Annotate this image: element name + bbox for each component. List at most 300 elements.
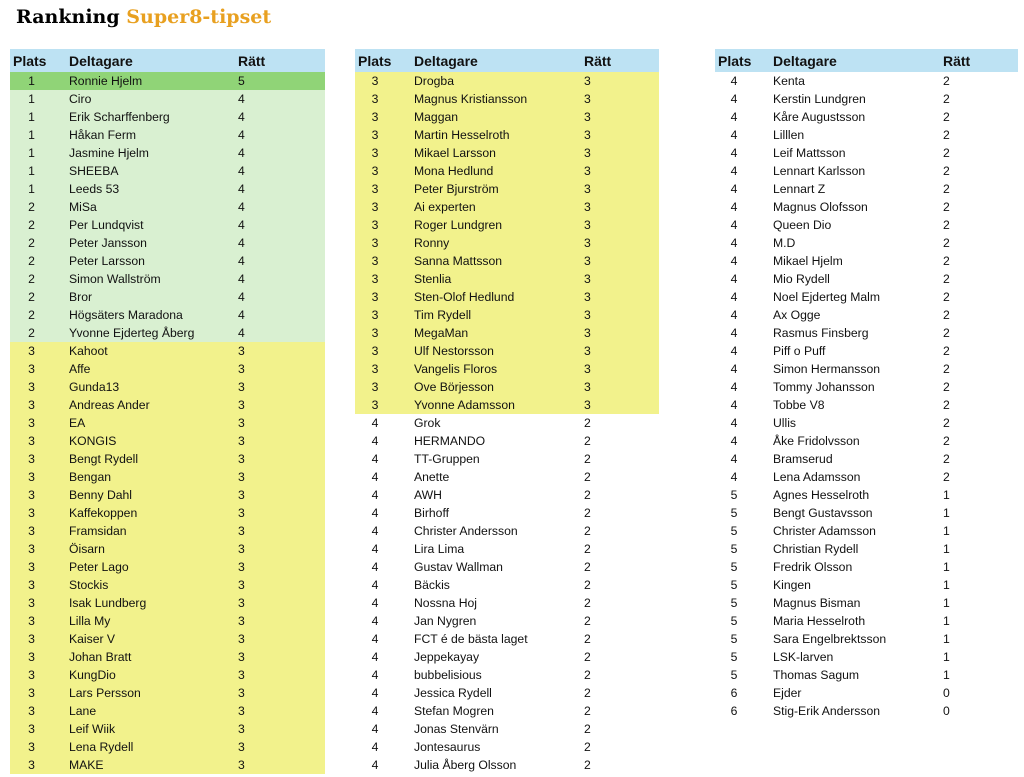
row-deltagare: Maggan <box>414 110 459 124</box>
table-row <box>355 108 659 126</box>
row-deltagare: Ai experten <box>414 200 476 214</box>
row-plats: 4 <box>730 362 738 376</box>
row-deltagare: Affe <box>69 362 91 376</box>
row-deltagare: Grok <box>414 416 441 430</box>
row-ratt: 4 <box>238 164 245 178</box>
row-plats: 3 <box>371 182 379 196</box>
row-ratt: 3 <box>238 650 245 664</box>
row-plats: 4 <box>730 236 738 250</box>
table-row <box>10 594 325 612</box>
row-deltagare: Stockis <box>69 578 109 592</box>
ranking-table-3 <box>715 49 1018 720</box>
row-ratt: 3 <box>238 596 245 610</box>
row-deltagare: Ulf Nestorsson <box>414 344 494 358</box>
row-deltagare: Jonas Stenvärn <box>414 722 499 736</box>
row-plats: 4 <box>730 110 738 124</box>
row-plats: 2 <box>28 272 35 286</box>
row-plats: 5 <box>730 560 738 574</box>
row-ratt: 4 <box>238 92 245 106</box>
row-deltagare: Lilllen <box>773 128 805 142</box>
row-ratt: 2 <box>584 542 591 556</box>
row-plats: 4 <box>371 614 379 628</box>
table-row <box>715 468 1018 486</box>
row-ratt: 4 <box>238 236 245 250</box>
table-row <box>715 378 1018 396</box>
table-row <box>355 270 659 288</box>
row-ratt: 2 <box>584 452 591 466</box>
row-plats: 3 <box>28 434 35 448</box>
row-ratt: 2 <box>584 614 591 628</box>
row-deltagare: Ullis <box>773 416 797 430</box>
row-deltagare: Magnus Kristiansson <box>414 92 528 106</box>
row-deltagare: LSK-larven <box>773 650 834 664</box>
table-row <box>10 666 325 684</box>
row-ratt: 3 <box>584 200 591 214</box>
table-row <box>715 126 1018 144</box>
row-plats: 4 <box>371 488 379 502</box>
page-title <box>16 6 271 36</box>
table-row <box>355 342 659 360</box>
row-plats: 4 <box>730 200 738 214</box>
row-ratt: 4 <box>238 200 245 214</box>
row-deltagare: Lane <box>69 704 97 718</box>
row-plats: 5 <box>730 524 738 538</box>
row-deltagare: Stig-Erik Andersson <box>773 704 881 718</box>
row-plats: 3 <box>28 668 35 682</box>
table-row <box>355 72 659 90</box>
row-plats: 5 <box>730 596 738 610</box>
table-row <box>715 108 1018 126</box>
row-deltagare: bubbelisious <box>414 668 482 682</box>
row-ratt: 2 <box>584 488 591 502</box>
row-deltagare: Ronny <box>414 236 450 250</box>
table-row <box>10 378 325 396</box>
row-ratt: 2 <box>943 434 950 448</box>
row-ratt: 4 <box>238 308 245 322</box>
row-deltagare: FCT é de bästa laget <box>414 632 528 646</box>
row-deltagare: Håkan Ferm <box>69 128 137 142</box>
row-ratt: 1 <box>943 542 950 556</box>
row-deltagare: Erik Scharffenberg <box>69 110 170 124</box>
header-deltagare: Deltagare <box>69 53 133 69</box>
row-plats: 3 <box>28 578 35 592</box>
table-row <box>355 702 659 720</box>
table-row <box>10 630 325 648</box>
row-plats: 3 <box>371 200 379 214</box>
table-row <box>10 126 325 144</box>
table-row <box>10 198 325 216</box>
row-deltagare: Ciro <box>69 92 92 106</box>
row-deltagare: Fredrik Olsson <box>773 560 853 574</box>
table-row <box>715 252 1018 270</box>
table-row <box>10 270 325 288</box>
row-deltagare: Isak Lundberg <box>69 596 147 610</box>
table-row <box>355 486 659 504</box>
row-plats: 5 <box>730 542 738 556</box>
row-ratt: 0 <box>943 704 950 718</box>
row-plats: 4 <box>730 380 738 394</box>
table-row <box>715 180 1018 198</box>
title-super8: Super8-tipset <box>126 6 272 28</box>
row-plats: 3 <box>28 506 35 520</box>
row-deltagare: Bengt Gustavsson <box>773 506 873 520</box>
row-deltagare: Mikael Larsson <box>414 146 496 160</box>
row-deltagare: Noel Ejderteg Malm <box>773 290 881 304</box>
table-row <box>715 72 1018 90</box>
row-deltagare: Tommy Johansson <box>773 380 875 394</box>
row-ratt: 3 <box>584 218 591 232</box>
row-deltagare: Lilla My <box>69 614 111 628</box>
row-deltagare: Birhoff <box>414 506 450 520</box>
title-rankning: Rankning <box>16 6 120 28</box>
row-plats: 3 <box>28 740 35 754</box>
table-row <box>715 630 1018 648</box>
row-plats: 3 <box>371 344 379 358</box>
table-row <box>715 558 1018 576</box>
row-plats: 4 <box>371 596 379 610</box>
table-row <box>10 576 325 594</box>
row-plats: 4 <box>730 398 738 412</box>
row-deltagare: MAKE <box>69 758 104 772</box>
table-row <box>715 234 1018 252</box>
row-deltagare: Kaiser V <box>69 632 116 646</box>
row-plats: 4 <box>730 344 738 358</box>
row-plats: 4 <box>730 470 738 484</box>
table-row <box>10 468 325 486</box>
row-deltagare: Christer Andersson <box>414 524 518 538</box>
row-deltagare: Magnus Bisman <box>773 596 861 610</box>
table-row <box>355 504 659 522</box>
table-row <box>715 648 1018 666</box>
row-ratt: 3 <box>584 164 591 178</box>
row-deltagare: KungDio <box>69 668 116 682</box>
row-ratt: 2 <box>943 326 950 340</box>
row-ratt: 3 <box>584 128 591 142</box>
row-plats: 2 <box>28 218 35 232</box>
table-row <box>10 450 325 468</box>
row-ratt: 4 <box>238 326 245 340</box>
table-row <box>10 306 325 324</box>
row-deltagare: Mikael Hjelm <box>773 254 843 268</box>
row-ratt: 3 <box>584 146 591 160</box>
row-plats: 3 <box>28 560 35 574</box>
row-ratt: 3 <box>238 344 245 358</box>
table-row <box>715 360 1018 378</box>
table-row <box>715 450 1018 468</box>
row-plats: 4 <box>371 668 379 682</box>
table-row <box>10 540 325 558</box>
table-row <box>355 450 659 468</box>
table-row <box>715 216 1018 234</box>
row-plats: 4 <box>730 290 738 304</box>
table-row <box>715 540 1018 558</box>
table-header <box>355 49 659 72</box>
row-ratt: 2 <box>943 308 950 322</box>
row-ratt: 3 <box>238 632 245 646</box>
row-deltagare: Bramserud <box>773 452 833 466</box>
row-deltagare: Leif Wiik <box>69 722 116 736</box>
row-ratt: 3 <box>238 452 245 466</box>
header-plats: Plats <box>13 53 47 69</box>
table-row <box>10 108 325 126</box>
row-ratt: 3 <box>238 470 245 484</box>
row-deltagare: Agnes Hesselroth <box>773 488 870 502</box>
table-row <box>10 648 325 666</box>
row-plats: 5 <box>730 578 738 592</box>
table-row <box>355 252 659 270</box>
row-ratt: 3 <box>584 254 591 268</box>
row-ratt: 3 <box>238 524 245 538</box>
ranking-table-2 <box>355 49 659 774</box>
row-ratt: 2 <box>943 470 950 484</box>
row-ratt: 2 <box>584 434 591 448</box>
row-plats: 3 <box>28 686 35 700</box>
row-ratt: 3 <box>238 488 245 502</box>
row-plats: 4 <box>730 74 738 88</box>
row-plats: 3 <box>371 110 379 124</box>
row-deltagare: Lars Persson <box>69 686 141 700</box>
table-body <box>715 72 1018 720</box>
row-ratt: 2 <box>584 506 591 520</box>
row-ratt: 3 <box>238 434 245 448</box>
row-plats: 2 <box>28 308 35 322</box>
row-ratt: 2 <box>943 236 950 250</box>
row-deltagare: Nossna Hoj <box>414 596 477 610</box>
header-deltagare: Deltagare <box>773 53 837 69</box>
row-plats: 4 <box>371 470 379 484</box>
table-row <box>715 684 1018 702</box>
row-plats: 4 <box>730 452 738 466</box>
row-plats: 3 <box>371 236 379 250</box>
row-deltagare: Simon Hermansson <box>773 362 881 376</box>
row-deltagare: Ax Ogge <box>773 308 821 322</box>
table-row <box>355 162 659 180</box>
row-plats: 2 <box>28 326 35 340</box>
row-deltagare: Ronnie Hjelm <box>69 74 143 88</box>
row-deltagare: M.D <box>773 236 796 250</box>
row-deltagare: Maria Hesselroth <box>773 614 866 628</box>
row-ratt: 2 <box>584 668 591 682</box>
row-plats: 1 <box>28 182 35 196</box>
row-plats: 3 <box>371 380 379 394</box>
table-row <box>10 684 325 702</box>
row-ratt: 2 <box>584 578 591 592</box>
table-row <box>355 720 659 738</box>
row-ratt: 3 <box>584 92 591 106</box>
row-deltagare: Jan Nygren <box>414 614 477 628</box>
row-ratt: 4 <box>238 272 245 286</box>
row-deltagare: Leif Mattsson <box>773 146 846 160</box>
row-ratt: 2 <box>943 164 950 178</box>
row-ratt: 1 <box>943 614 950 628</box>
table-row <box>715 198 1018 216</box>
row-ratt: 4 <box>238 290 245 304</box>
row-ratt: 3 <box>238 686 245 700</box>
row-ratt: 2 <box>584 524 591 538</box>
row-deltagare: Bengan <box>69 470 112 484</box>
row-ratt: 3 <box>584 308 591 322</box>
table-row <box>10 432 325 450</box>
row-plats: 5 <box>730 650 738 664</box>
row-deltagare: AWH <box>414 488 442 502</box>
row-deltagare: Peter Bjurström <box>414 182 499 196</box>
row-deltagare: Peter Jansson <box>69 236 147 250</box>
row-deltagare: Drogba <box>414 74 454 88</box>
row-ratt: 2 <box>943 362 950 376</box>
row-ratt: 2 <box>584 686 591 700</box>
row-plats: 3 <box>28 632 35 646</box>
table-row <box>355 396 659 414</box>
table-row <box>715 504 1018 522</box>
row-plats: 3 <box>28 704 35 718</box>
row-plats: 3 <box>371 74 379 88</box>
table-row <box>10 252 325 270</box>
table-row <box>355 234 659 252</box>
table-row <box>715 90 1018 108</box>
row-plats: 4 <box>371 650 379 664</box>
row-plats: 2 <box>28 254 35 268</box>
row-plats: 3 <box>28 398 35 412</box>
row-plats: 2 <box>28 236 35 250</box>
row-plats: 4 <box>730 254 738 268</box>
row-ratt: 2 <box>584 560 591 574</box>
row-deltagare: TT-Gruppen <box>414 452 480 466</box>
row-ratt: 4 <box>238 218 245 232</box>
table-row <box>715 270 1018 288</box>
row-ratt: 3 <box>238 362 245 376</box>
row-plats: 1 <box>28 164 35 178</box>
row-ratt: 2 <box>584 596 591 610</box>
table-row <box>355 612 659 630</box>
row-deltagare: Thomas Sagum <box>773 668 860 682</box>
row-plats: 4 <box>371 578 379 592</box>
row-plats: 3 <box>371 254 379 268</box>
table-row <box>355 576 659 594</box>
row-ratt: 2 <box>943 110 950 124</box>
row-deltagare: Stenlia <box>414 272 452 286</box>
row-deltagare: Magnus Olofsson <box>773 200 868 214</box>
row-deltagare: Bengt Rydell <box>69 452 139 466</box>
row-ratt: 1 <box>943 560 950 574</box>
row-ratt: 0 <box>943 686 950 700</box>
row-deltagare: Stefan Mogren <box>414 704 494 718</box>
row-deltagare: Mona Hedlund <box>414 164 494 178</box>
row-deltagare: Julia Åberg Olsson <box>414 758 517 772</box>
row-deltagare: Peter Larsson <box>69 254 145 268</box>
row-plats: 4 <box>371 542 379 556</box>
row-ratt: 1 <box>943 596 950 610</box>
row-ratt: 3 <box>584 326 591 340</box>
table-row <box>10 486 325 504</box>
row-ratt: 3 <box>238 542 245 556</box>
table-row <box>715 666 1018 684</box>
row-ratt: 4 <box>238 146 245 160</box>
row-deltagare: Martin Hesselroth <box>414 128 510 142</box>
row-deltagare: KONGIS <box>69 434 117 448</box>
row-ratt: 1 <box>943 488 950 502</box>
row-deltagare: Mio Rydell <box>773 272 830 286</box>
row-deltagare: Andreas Ander <box>69 398 150 412</box>
row-ratt: 3 <box>584 110 591 124</box>
row-plats: 3 <box>28 452 35 466</box>
table-row <box>355 630 659 648</box>
row-ratt: 2 <box>943 398 950 412</box>
row-plats: 3 <box>371 218 379 232</box>
row-ratt: 3 <box>238 560 245 574</box>
row-plats: 4 <box>730 308 738 322</box>
row-deltagare: Kaffekoppen <box>69 506 138 520</box>
row-ratt: 4 <box>238 254 245 268</box>
row-plats: 4 <box>371 416 379 430</box>
row-plats: 1 <box>28 110 35 124</box>
table-row <box>355 414 659 432</box>
table-row <box>10 720 325 738</box>
row-deltagare: Kåre Augustsson <box>773 110 866 124</box>
table-row <box>10 504 325 522</box>
header-plats: Plats <box>718 53 752 69</box>
row-ratt: 2 <box>584 722 591 736</box>
row-plats: 4 <box>371 722 379 736</box>
row-ratt: 1 <box>943 668 950 682</box>
row-plats: 2 <box>28 290 35 304</box>
row-plats: 3 <box>28 470 35 484</box>
row-ratt: 2 <box>943 92 950 106</box>
row-plats: 4 <box>371 740 379 754</box>
row-deltagare: Jessica Rydell <box>414 686 492 700</box>
row-ratt: 2 <box>943 416 950 430</box>
row-deltagare: Lena Adamsson <box>773 470 861 484</box>
row-plats: 4 <box>371 704 379 718</box>
table-row <box>10 90 325 108</box>
row-plats: 3 <box>371 164 379 178</box>
row-deltagare: Johan Bratt <box>69 650 132 664</box>
row-deltagare: Ejder <box>773 686 802 700</box>
table-row <box>355 558 659 576</box>
row-deltagare: Rasmus Finsberg <box>773 326 869 340</box>
row-deltagare: Ove Börjesson <box>414 380 494 394</box>
row-ratt: 2 <box>943 74 950 88</box>
table-row <box>10 288 325 306</box>
row-deltagare: Peter Lago <box>69 560 129 574</box>
row-deltagare: Tim Rydell <box>414 308 472 322</box>
row-ratt: 2 <box>943 128 950 142</box>
row-ratt: 5 <box>238 74 245 88</box>
table-row <box>355 306 659 324</box>
row-deltagare: Yvonne Adamsson <box>414 398 515 412</box>
row-ratt: 2 <box>584 704 591 718</box>
table-header <box>10 49 325 72</box>
row-ratt: 3 <box>584 74 591 88</box>
table-row <box>10 738 325 756</box>
row-plats: 3 <box>28 416 35 430</box>
row-plats: 2 <box>28 200 35 214</box>
table-row <box>715 702 1018 720</box>
row-deltagare: Bäckis <box>414 578 450 592</box>
table-row <box>355 648 659 666</box>
row-ratt: 3 <box>238 578 245 592</box>
row-deltagare: Åke Fridolvsson <box>773 434 860 448</box>
row-plats: 3 <box>371 308 379 322</box>
row-deltagare: Christian Rydell <box>773 542 859 556</box>
row-ratt: 2 <box>943 290 950 304</box>
row-plats: 4 <box>371 560 379 574</box>
table-row <box>10 612 325 630</box>
row-ratt: 2 <box>584 470 591 484</box>
table-row <box>10 522 325 540</box>
table-row <box>355 144 659 162</box>
row-deltagare: Vangelis Floros <box>414 362 498 376</box>
row-deltagare: Lira Lima <box>414 542 465 556</box>
